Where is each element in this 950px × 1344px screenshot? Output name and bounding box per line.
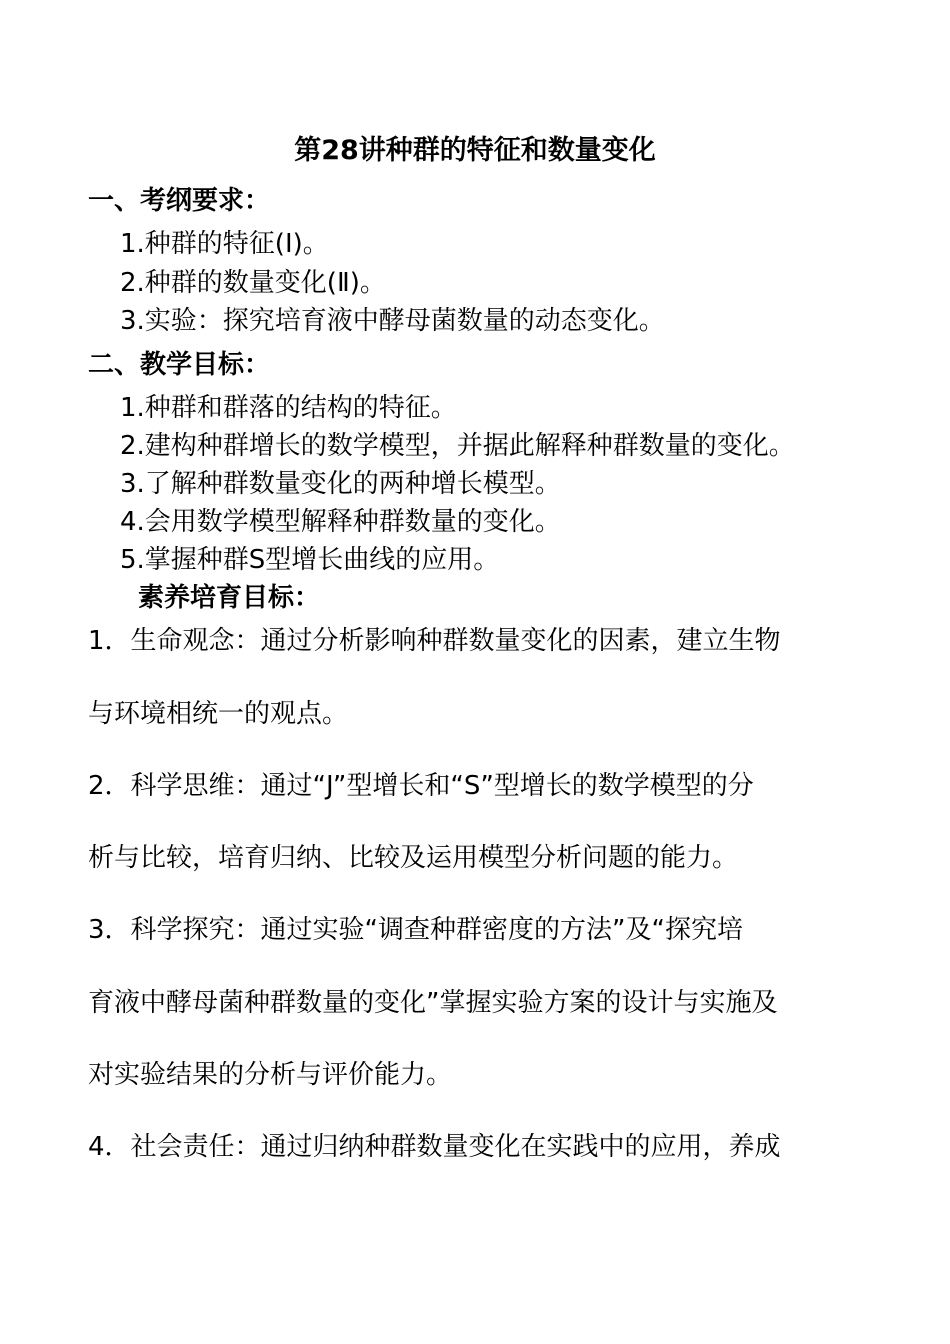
literacy-paragraph-line: 与环境相统一的观点。 xyxy=(88,699,349,729)
teaching-goal-item: 5.掌握种群S型增长曲线的应用。 xyxy=(120,545,500,575)
section-heading-exam-requirements: 一、考纲要求： xyxy=(88,186,271,216)
teaching-goal-item: 2.建构种群增长的数学模型，并据此解释种群数量的变化。 xyxy=(120,431,795,461)
teaching-goal-item: 4.会用数学模型解释种群数量的变化。 xyxy=(120,507,561,537)
teaching-goal-item: 1.种群和群落的结构的特征。 xyxy=(120,393,457,423)
requirement-item: 1.种群的特征(Ⅰ)。 xyxy=(120,229,329,259)
literacy-paragraph-line: 1．生命观念：通过分析影响种群数量变化的因素，建立生物 xyxy=(88,626,781,656)
literacy-paragraph-line: 对实验结果的分析与评价能力。 xyxy=(88,1060,453,1090)
requirement-item: 3.实验：探究培育液中酵母菌数量的动态变化。 xyxy=(120,306,665,336)
literacy-paragraph-line: 析与比较，培育归纳、比较及运用模型分析问题的能力。 xyxy=(88,843,739,873)
requirement-item: 2.种群的数量变化(Ⅱ)。 xyxy=(120,268,386,298)
section-heading-teaching-goals: 二、教学目标： xyxy=(88,350,271,380)
literacy-paragraph-line: 2．科学思维：通过“J”型增长和“S”型增长的数学模型的分 xyxy=(88,771,754,801)
page-title: 第28讲种群的特征和数量变化 xyxy=(294,135,656,166)
teaching-goal-item: 3.了解种群数量变化的两种增长模型。 xyxy=(120,469,561,499)
literacy-paragraph-line: 4．社会责任：通过归纳种群数量变化在实践中的应用，养成 xyxy=(88,1132,781,1162)
literacy-paragraph-line: 3．科学探究：通过实验“调查种群密度的方法”及“探究培 xyxy=(88,915,743,945)
literacy-goals-heading: 素养培育目标： xyxy=(138,583,321,613)
literacy-paragraph-line: 育液中酵母菌种群数量的变化”掌握实验方案的设计与实施及 xyxy=(88,988,778,1018)
